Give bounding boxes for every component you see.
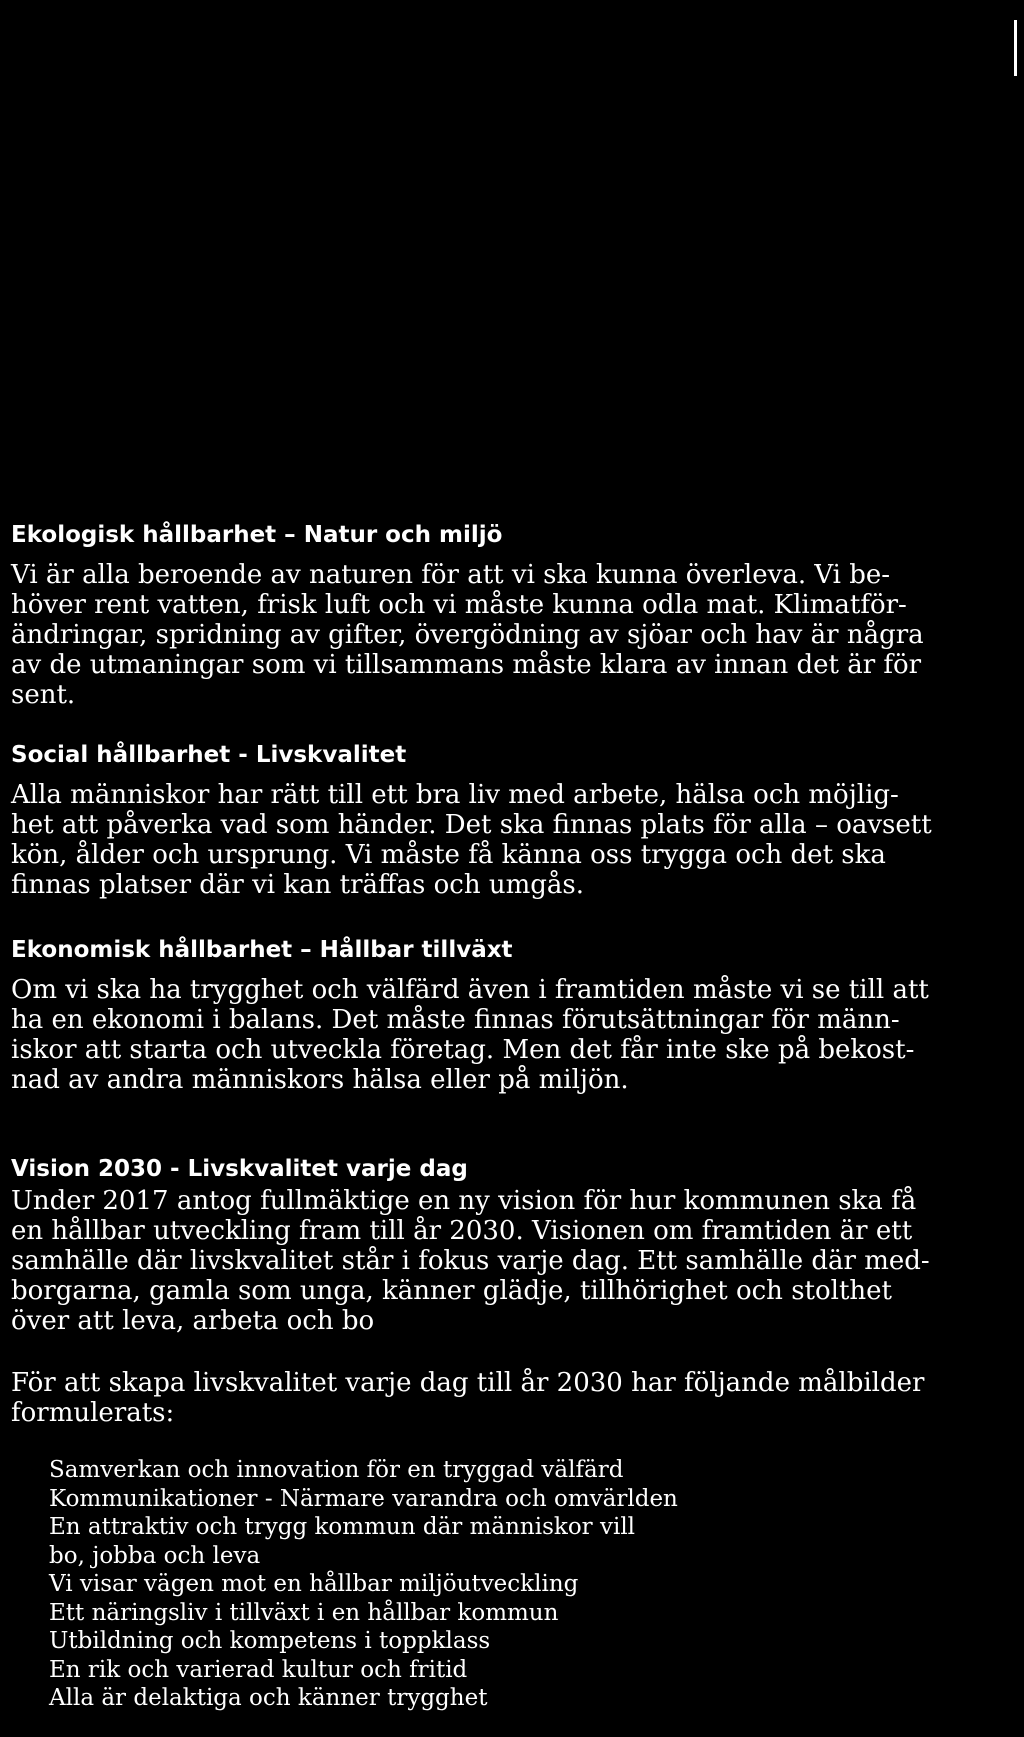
section-body-vision — [11, 1186, 930, 1336]
text-line: Under 2017 antog fullmäktige en ny vision för hur kommunen ska få — [11, 1186, 917, 1216]
text-line: sent. — [11, 680, 76, 710]
list-item: Ett näringsliv i tillväxt i en hållbar kommun — [49, 1599, 559, 1626]
section-heading-vision: Vision 2030 - Livskvalitet varje dag — [11, 1156, 468, 1182]
text-line: borgarna, gamla som unga, känner glädje, tillhörighet och stolthet — [11, 1276, 892, 1306]
text-line: finnas platser där vi kan träffas och umgås. — [11, 870, 584, 900]
text-line: av de utmaningar som vi tillsammans måste klara av innan det är för — [11, 650, 922, 680]
text-line: Vi är alla beroende av naturen för att vi ska kunna överleva. Vi be- — [11, 560, 891, 590]
text-line: höver rent vatten, frisk luft och vi måste kunna odla mat. Klimatför- — [11, 590, 907, 620]
text-line: en hållbar utveckling fram till år 2030. Visionen om framtiden är ett — [11, 1216, 913, 1246]
section-body-ecological — [11, 560, 924, 710]
list-item: Kommunikationer - Närmare varandra och omvärlden — [49, 1485, 678, 1512]
text-line: het att påverka vad som händer. Det ska finnas plats för alla – oavsett — [11, 810, 932, 840]
intro-paragraph — [11, 1368, 925, 1428]
section-heading-social: Social hållbarhet - Livskvalitet — [11, 742, 407, 768]
list-item: bo, jobba och leva — [49, 1542, 261, 1569]
text-line: samhälle där livskvalitet står i fokus varje dag. Ett samhälle där med- — [11, 1246, 930, 1276]
list-item: En attraktiv och trygg kommun där människor vill — [49, 1514, 636, 1540]
text-line: nad av andra människors hälsa eller på miljön. — [11, 1065, 629, 1095]
section-heading-economic: Ekonomisk hållbarhet – Hållbar tillväxt — [11, 937, 513, 963]
text-line: formulerats: — [11, 1398, 175, 1428]
section-heading-ecological: Ekologisk hållbarhet – Natur och miljö — [11, 522, 503, 548]
vertical-bar-mark — [1014, 20, 1017, 76]
text-line: För att skapa livskvalitet varje dag till år 2030 har följande målbilder — [11, 1368, 925, 1398]
text-line: över att leva, arbeta och bo — [11, 1306, 375, 1336]
section-body-economic — [11, 975, 929, 1095]
list-item: Vi visar vägen mot en hållbar miljöutveckling — [49, 1571, 579, 1597]
section-body-social — [11, 780, 932, 900]
text-line: kön, ålder och ursprung. Vi måste få känna oss trygga och det ska — [11, 840, 886, 870]
goal-list — [49, 1456, 678, 1713]
text-line: iskor att starta och utveckla företag. Men det får inte ske på bekost- — [11, 1035, 915, 1065]
text-line: ändringar, spridning av gifter, övergödning av sjöar och hav är några — [11, 620, 924, 650]
text-line: Om vi ska ha trygghet och välfärd även i framtiden måste vi se till att — [11, 975, 929, 1005]
list-item: Alla är delaktiga och känner trygghet — [49, 1685, 488, 1711]
list-item: En rik och varierad kultur och fritid — [49, 1656, 468, 1683]
text-line: Alla människor har rätt till ett bra liv med arbete, hälsa och möjlig- — [11, 780, 899, 810]
list-item: Utbildning och kompetens i toppklass — [49, 1628, 491, 1654]
text-line: ha en ekonomi i balans. Det måste finnas förutsättningar för männ- — [11, 1005, 900, 1035]
list-item: Samverkan och innovation för en tryggad välfärd — [49, 1457, 624, 1483]
